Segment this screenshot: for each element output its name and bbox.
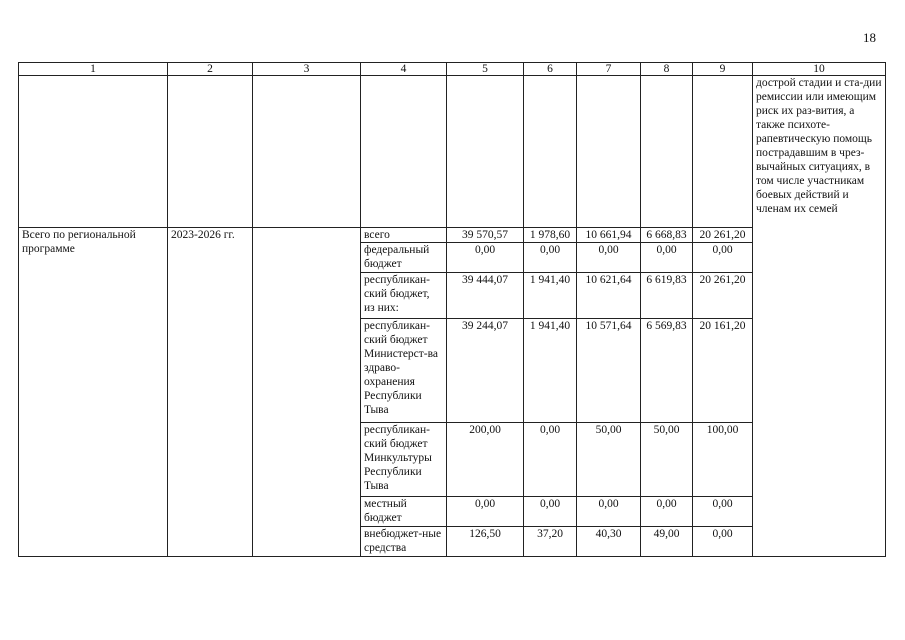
amount-total: 0,00 bbox=[447, 497, 524, 527]
amount-2025: 6 619,83 bbox=[641, 273, 693, 319]
column-number: 9 bbox=[693, 63, 753, 76]
empty-cell bbox=[447, 76, 524, 228]
column-number: 7 bbox=[577, 63, 641, 76]
amount-2025: 0,00 bbox=[641, 243, 693, 273]
column-number: 4 bbox=[361, 63, 447, 76]
column-number: 2 bbox=[168, 63, 253, 76]
amount-2026: 0,00 bbox=[693, 497, 753, 527]
amount-2026: 0,00 bbox=[693, 527, 753, 557]
empty-cell bbox=[253, 228, 361, 557]
amount-2023: 1 978,60 bbox=[524, 228, 577, 243]
empty-cell bbox=[253, 76, 361, 228]
empty-cell bbox=[577, 76, 641, 228]
table-row bbox=[19, 228, 886, 243]
continued-note-text: дострой стадии и ста-дии ремиссии или имеющим риск их раз-вития, а также психоте-рапевтическую помощь пострадавшим в чрез-вычайных ситуациях, в том числе участникам боевых действий и членам их семей bbox=[753, 76, 886, 228]
amount-total: 39 570,57 bbox=[447, 228, 524, 243]
empty-cell bbox=[693, 76, 753, 228]
funding-source: местный бюджет bbox=[361, 497, 447, 527]
column-number: 1 bbox=[19, 63, 168, 76]
empty-cell bbox=[641, 76, 693, 228]
amount-2023: 1 941,40 bbox=[524, 273, 577, 319]
amount-2023: 0,00 bbox=[524, 423, 577, 497]
total-block-title: Всего по региональной программе bbox=[19, 228, 168, 557]
amount-2025: 0,00 bbox=[641, 497, 693, 527]
empty-cell bbox=[753, 228, 886, 557]
column-number: 10 bbox=[753, 63, 886, 76]
empty-cell bbox=[168, 76, 253, 228]
amount-total: 0,00 bbox=[447, 243, 524, 273]
amount-total: 39 444,07 bbox=[447, 273, 524, 319]
amount-2025: 49,00 bbox=[641, 527, 693, 557]
amount-2023: 0,00 bbox=[524, 497, 577, 527]
funding-source: республикан-ский бюджет, из них: bbox=[361, 273, 447, 319]
amount-2023: 37,20 bbox=[524, 527, 577, 557]
amount-2024: 10 571,64 bbox=[577, 319, 641, 423]
amount-total: 39 244,07 bbox=[447, 319, 524, 423]
total-block-period: 2023-2026 гг. bbox=[168, 228, 253, 557]
amount-2025: 50,00 bbox=[641, 423, 693, 497]
amount-2026: 20 261,20 bbox=[693, 228, 753, 243]
funding-source: внебюджет-ные средства bbox=[361, 527, 447, 557]
funding-source: федеральный бюджет bbox=[361, 243, 447, 273]
amount-2024: 0,00 bbox=[577, 243, 641, 273]
amount-2023: 0,00 bbox=[524, 243, 577, 273]
amount-2025: 6 668,83 bbox=[641, 228, 693, 243]
funding-source: республикан-ский бюджет Минкультуры Республики Тыва bbox=[361, 423, 447, 497]
column-number: 6 bbox=[524, 63, 577, 76]
amount-2024: 10 661,94 bbox=[577, 228, 641, 243]
amount-2024: 50,00 bbox=[577, 423, 641, 497]
amount-2025: 6 569,83 bbox=[641, 319, 693, 423]
column-number: 3 bbox=[253, 63, 361, 76]
funding-source: республикан-ский бюджет Министерст-ва здраво-охранения Республики Тыва bbox=[361, 319, 447, 423]
empty-cell bbox=[361, 76, 447, 228]
column-number: 8 bbox=[641, 63, 693, 76]
column-number-row bbox=[19, 63, 886, 76]
amount-2023: 1 941,40 bbox=[524, 319, 577, 423]
page-number: 18 bbox=[863, 30, 876, 45]
amount-2024: 40,30 bbox=[577, 527, 641, 557]
funding-source: всего bbox=[361, 228, 447, 243]
amount-2026: 20 261,20 bbox=[693, 273, 753, 319]
amount-total: 200,00 bbox=[447, 423, 524, 497]
empty-cell bbox=[19, 76, 168, 228]
empty-cell bbox=[524, 76, 577, 228]
column-number: 5 bbox=[447, 63, 524, 76]
amount-total: 126,50 bbox=[447, 527, 524, 557]
continued-row bbox=[19, 76, 886, 228]
budget-table bbox=[18, 62, 886, 557]
amount-2024: 10 621,64 bbox=[577, 273, 641, 319]
amount-2026: 100,00 bbox=[693, 423, 753, 497]
amount-2026: 0,00 bbox=[693, 243, 753, 273]
amount-2026: 20 161,20 bbox=[693, 319, 753, 423]
amount-2024: 0,00 bbox=[577, 497, 641, 527]
